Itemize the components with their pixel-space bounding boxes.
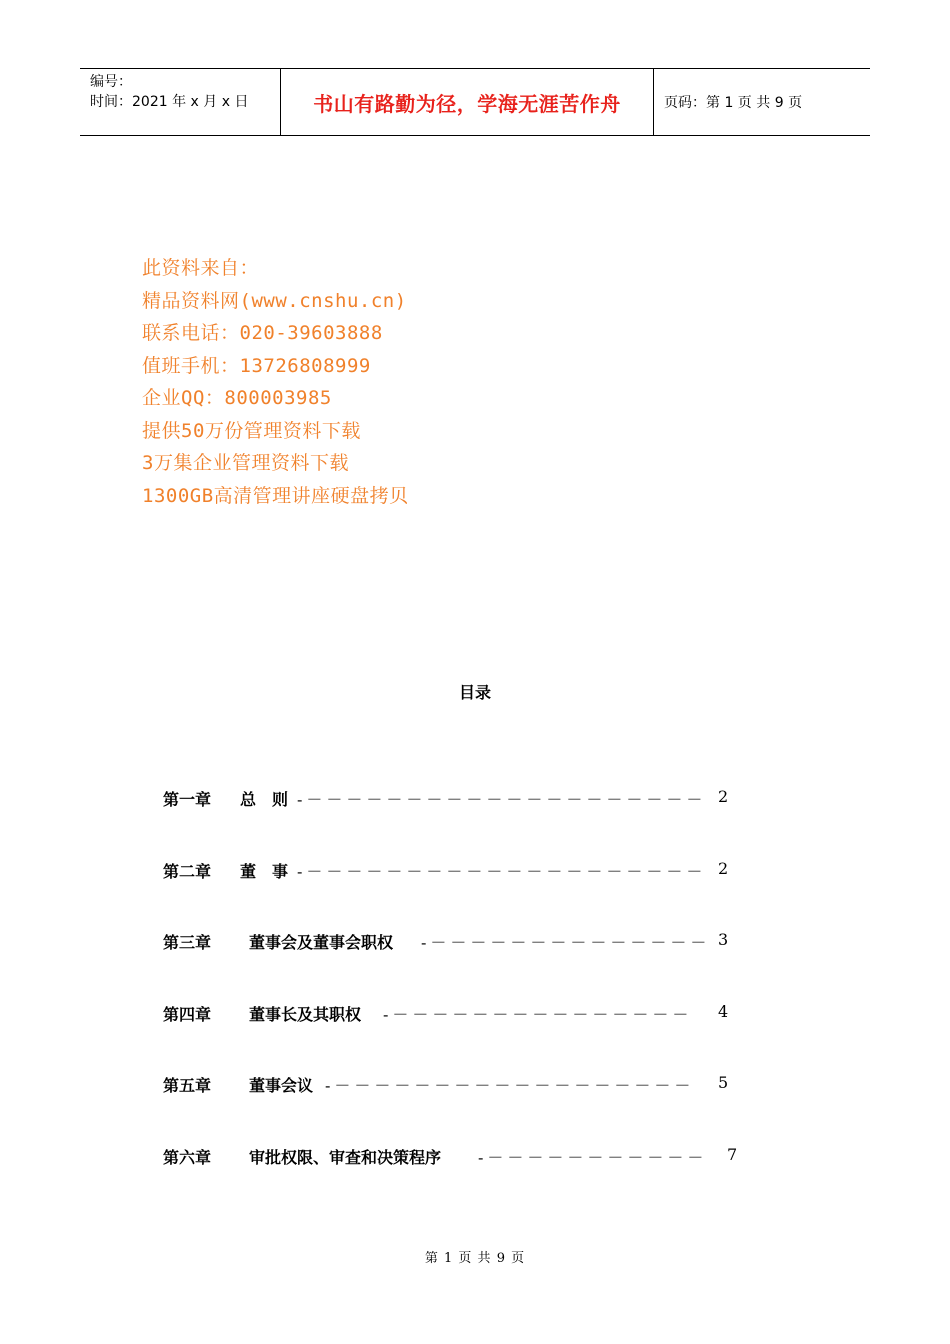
toc-title: 目录 <box>458 683 491 702</box>
toc-page-number: 5 <box>718 1073 729 1093</box>
toc-entry-title: 审批权限、审查和决策程序 <box>249 1147 442 1167</box>
toc-entry-title: 董事会及董事会职权 <box>249 933 394 953</box>
toc-page-number: 3 <box>718 930 729 950</box>
toc-entry[interactable] <box>163 1073 743 1145</box>
document-header <box>80 68 870 136</box>
toc-chapter: 第三章 <box>163 933 212 953</box>
toc-entry[interactable] <box>163 1002 743 1074</box>
toc-entry-title: 董事会议 <box>249 1076 314 1096</box>
header-motto: 书山有路勤为径，学海无涯苦作舟 <box>281 69 654 135</box>
toc-entry-title: 总 则 <box>240 790 289 809</box>
table-of-contents <box>163 787 743 1217</box>
toc-page-number: 7 <box>727 1144 738 1164</box>
toc-entry[interactable] <box>163 1145 743 1217</box>
toc-entry[interactable] <box>163 930 743 1002</box>
promo-line: 1300GB高清管理讲座硬盘拷贝 <box>142 484 409 507</box>
promo-line: 精品资料网(www.cnshu.cn) <box>142 289 407 312</box>
header-meta-cell <box>80 69 281 135</box>
toc-page-number: 2 <box>718 787 729 806</box>
promo-block <box>142 252 409 512</box>
toc-chapter: 第二章 <box>163 861 212 881</box>
promo-line: 联系电话：020-39603888 <box>142 322 383 344</box>
toc-entry[interactable] <box>163 787 743 859</box>
promo-line: 提供50万份管理资料下载 <box>142 419 361 442</box>
toc-chapter: 第五章 <box>163 1076 212 1096</box>
header-page-info: 页码：第 1 页 共 9 页 <box>664 95 803 111</box>
toc-leader: -－－－－－－－－－－－－－－ <box>421 933 711 953</box>
toc-chapter: 第六章 <box>163 1147 212 1167</box>
toc-entry-title: 董 事 <box>240 861 289 881</box>
toc-page-number: 2 <box>718 858 729 878</box>
promo-line: 企业QQ：800003985 <box>142 387 332 409</box>
page-footer: 第 1 页 共 9 页 <box>424 1251 526 1266</box>
toc-chapter: 第四章 <box>163 1004 212 1024</box>
toc-entry-title: 董事长及其职权 <box>249 1004 362 1024</box>
toc-chapter: 第一章 <box>163 790 212 809</box>
toc-page-number: 4 <box>718 1001 729 1021</box>
promo-line: 此资料来自： <box>142 257 260 279</box>
toc-entry[interactable] <box>163 859 743 931</box>
promo-line: 3万集企业管理资料下载 <box>142 452 349 474</box>
toc-leader: -－－－－－－－－－－－－－－－ <box>383 1004 693 1024</box>
time-label: 时间：2021 年 x 月 x 日 <box>90 94 249 110</box>
toc-leader: -－－－－－－－－－－－－－－－－－－－－ <box>297 790 707 809</box>
toc-leader: -－－－－－－－－－－－－－－－－－－－－ <box>297 861 707 881</box>
toc-leader: -－－－－－－－－－－－－－－－－－－ <box>325 1076 695 1096</box>
promo-line: 值班手机：13726808999 <box>142 354 371 377</box>
toc-leader: -－－－－－－－－－－－ <box>478 1147 708 1167</box>
number-label: 编号： <box>90 74 132 90</box>
